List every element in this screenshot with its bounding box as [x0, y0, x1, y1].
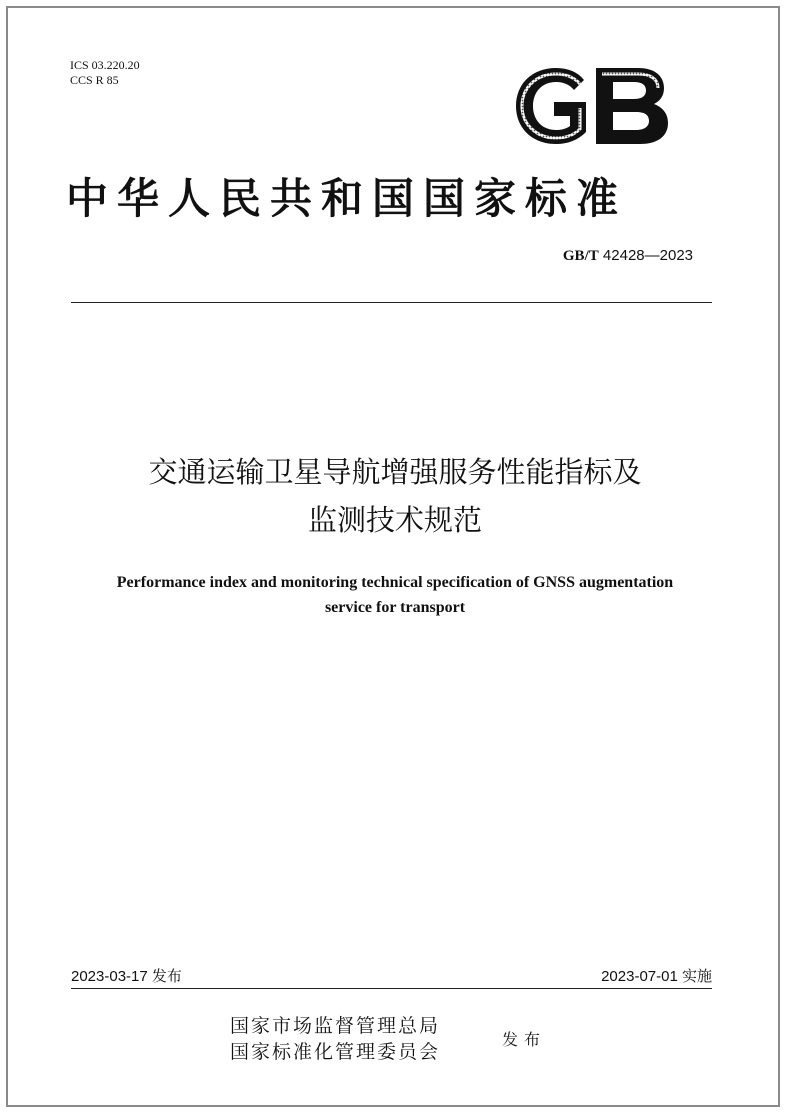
- top-divider: [71, 302, 712, 303]
- ics-code: ICS 03.220.20: [70, 58, 140, 72]
- standard-number: [563, 247, 693, 265]
- national-standard-heading: 中华人民共和国国家标准: [66, 174, 628, 223]
- english-title-line-1: Performance index and monitoring technical specification of GNSS augmentation: [116, 574, 674, 591]
- issue-date: 2023-03-17 发布: [71, 968, 182, 985]
- standard-code: 42428—2023: [598, 247, 693, 264]
- english-title: [40, 570, 750, 620]
- publisher-samr: 国家市场监督管理总局: [230, 1015, 441, 1037]
- implementation-date: 2023-07-01 实施: [601, 968, 712, 985]
- chinese-title-line-1: 交通运输卫星导航增强服务性能指标及: [148, 455, 642, 489]
- ccs-code: CCS R 85: [70, 73, 119, 87]
- gb-logo-icon: [512, 66, 670, 146]
- publish-label: 发布: [502, 1030, 547, 1049]
- publisher-sac: 国家标准化管理委员会: [230, 1041, 441, 1063]
- publisher-organizations: [230, 1013, 440, 1065]
- chinese-title: [60, 448, 730, 544]
- chinese-title-line-2: 监测技术规范: [307, 503, 482, 537]
- standard-prefix: GB/T: [562, 248, 599, 264]
- classification-codes: [70, 58, 140, 88]
- english-title-line-2: service for transport: [324, 599, 466, 616]
- bottom-divider: [71, 988, 712, 989]
